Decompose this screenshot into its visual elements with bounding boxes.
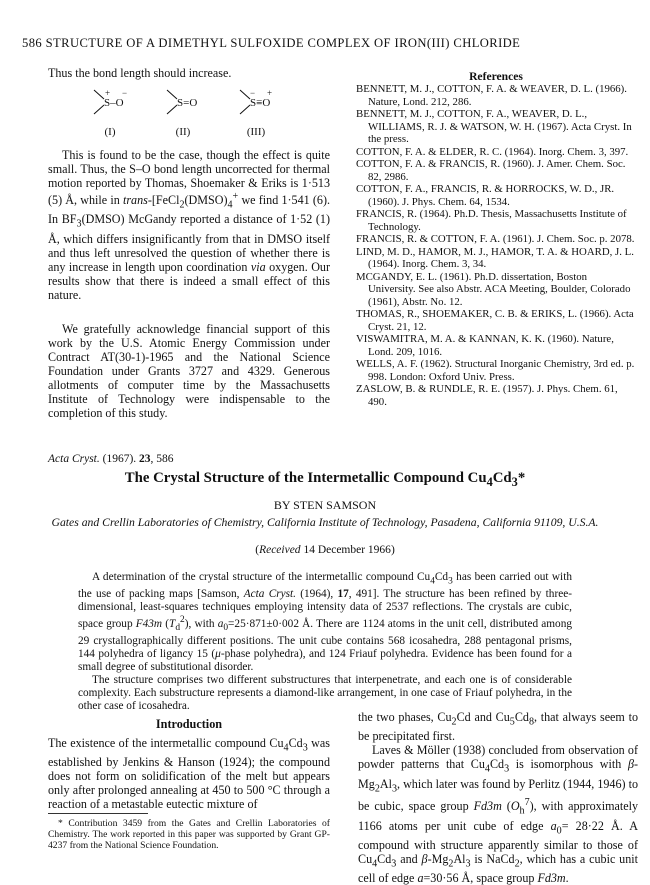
reference-item: COTTON, F. A. & FRANCIS, R. (1960). J. Amer. Chem. Soc. 82, 2986. [356, 158, 626, 183]
reference-item: COTTON, F. A., FRANCIS, R. & HORROCKS, W. D., JR. (1960). J. Phys. Chem. 64, 1534. [356, 183, 615, 208]
reference-item: ZASLOW, B. & RUNDLE, R. E. (1957). J. Phys. Chem. 61, 490. [356, 383, 618, 408]
reference-item: FRANCIS, R. & COTTON, F. A. (1961). J. Chem. Soc. p. 2078. [356, 233, 635, 245]
structure-iii-bond: S≡O [250, 97, 271, 109]
abstract [78, 571, 572, 713]
references-heading: References [469, 70, 523, 83]
article-byline: BY STEN SAMSON [273, 498, 377, 512]
abstract-paragraph-2: The structure comprises two different substructures that interpenetrate, and each one is of considerable complexity. Each substructure represents a diamond-like arrangement, in one case of Friauf polyhedra, in the other case of icosahedra. [78, 674, 572, 713]
article-title: The Crystal Structure of the Intermetallic Compound $Cu_4Cd_3*$ [124, 470, 526, 489]
reference-list [356, 83, 636, 408]
reference-item: MCGANDY, E. L. (1961). Ph.D. dissertation, Boston University. See also Abstr. ACA Meeting, Boulder, Colorado (1961), Abstr. No. 12. [356, 270, 631, 308]
structure-label-iii: (III) [246, 126, 266, 138]
reference-item: BENNETT, M. J., COTTON, F. A. & WEAVER, D. L. (1966). Nature, Lond. 212, 286. [356, 83, 627, 108]
discussion-paragraph: This is found to be the case, though the effect is quite small. Thus, the S–O bond length uncorrected for thermal motion reported by Thomas, Shoemaker & Eriks is 1·513 (5) Å, while in trans-[$FeCl_2(DMSO)_4^+$ we find 1·541 (6). In $BF_3(DMSO)$ McGandy reported a distance of 1·52 (1) Å, which differs insignificantly from that in DMSO itself and thus left unresolved the question of whether there is any increase in length upon coordination via oxygen. Our results show that there is indeed a small effect of this nature. [48, 148, 331, 302]
article-citation: Acta Cryst. (1967). 23, 586 [48, 453, 174, 465]
svg-text:−: − [250, 88, 256, 98]
structure-label-i: (I) [104, 126, 116, 138]
reference-item: WELLS, A. F. (1962). Structural Inorganic Chemistry, 3rd ed. p. 998. London: Oxford Univ. Press. [356, 358, 635, 383]
author-name: STEN SAMSON [293, 498, 377, 512]
running-header [22, 36, 632, 51]
references-section [356, 70, 636, 408]
structure-ii [167, 90, 197, 114]
reference-item: LIND, M. D., HAMOR, M. J., HAMOR, T. A. & HOARD, J. L. (1964). Inorg. Chem. 3, 34. [356, 245, 634, 270]
structure-label-ii: (II) [175, 126, 191, 138]
structure-ii-bond: S=O [177, 97, 198, 109]
running-title: STRUCTURE OF A DIMETHYL SULFOXIDE COMPLEX OF IRON(III) CHLORIDE [45, 36, 521, 50]
abstract-paragraph-1: A determination of the crystal structure of the intermetallic compound $Cu_4Cd_3$ has been carried out with the use of packing maps [Samson, Acta Cryst. (1964), 17, 491]. The structure has been refined by three-dimensional, least-squares techniques employing intensity data of 2537 reflections. The crystals are cubic, space group F43m $(T_d^2)$, with $a_0=25\cdot 871\pm 0\cdot 002$ Å. There are 1124 atoms in the unit cell, distributed among 29 crystallographically different positions. The unit cube contains 568 icosahedra, 288 pentagonal prisms, 144 polyhedra of ligancy 15 (μ-phase polyhedra), and 124 Friauf polyhedra. Evidence has been found for a small degree of substitutional disorder. [78, 571, 573, 674]
svg-text:+: + [105, 88, 111, 98]
reference-item: COTTON, F. A. & ELDER, R. C. (1964). Inorg. Chem. 3, 397. [356, 145, 629, 158]
affiliation: Gates and Crellin Laboratories of Chemistry, California Institute of Technology, Pasadena, California 91109, U.S.A. [51, 516, 599, 529]
structure-i-bond: S–O [104, 97, 124, 109]
svg-text:−: − [122, 88, 128, 98]
left-column [48, 66, 330, 80]
introduction-continued: the two phases, $Cu_2Cd$ and $Cu_5Cd_8$, that always seem to be precipitated first. Laves & Möller (1938) concluded from observation of powder patterns that $Cu_4Cd_3$ is isomorphous with $\beta-Mg_2Al_3$, which later was found by Perlitz (1944, 1946) to be cubic, space group Fd3m $(O_h^7)$, with approximately 1166 atoms per unit cube of edge $a_0= 28\cdot 22$ Å. A compound with structure apparently similar to those of $Cu_4Cd_3$ and $\beta-Mg_2Al_3$ is NaCd$_2$, which has a cubic unit cell of edge a=30·56 Å, space group Fd3m. [358, 710, 639, 885]
footnote: * Contribution 3459 from the Gates and Crellin Laboratories of Chemistry. The work reported in this paper was supported by Grant GP-4237 from the National Science Foundation. [48, 818, 330, 851]
received-date: (Received 14 December 1966) [255, 544, 395, 556]
introduction-paragraph: The existence of the intermetallic compound $Cu_4Cd_3$ was established by Jenkins & Hanson (1924); the compound does not form on solidification of the melt but appears only after prolonged annealing at 450 to 500 °C through a reaction of a metastable eutectic mixture of [48, 736, 330, 812]
acknowledgement: We gratefully acknowledge financial support of this work by the U.S. Atomic Energy Commission under Contract AT(30-1)-1965 and the National Science Foundation under Grants 3727 and 4329. Generous allotments of computer time by the Massachusetts Institute of Technology were indispensable to the completion of this study. [48, 322, 330, 420]
footnote-rule [48, 813, 148, 814]
structure-i [94, 88, 127, 114]
lead-in-text: Thus the bond length should increase. [48, 66, 232, 80]
svg-text:+: + [267, 88, 273, 98]
reference-item: THOMAS, R., SHOEMAKER, C. B. & ERIKS, L. (1966). Acta Cryst. 21, 12. [356, 308, 634, 333]
structure-iii [240, 88, 272, 114]
reference-item: VISWAMITRA, M. A. & KANNAN, K. K. (1960). Nature, Lond. 209, 1016. [356, 333, 614, 358]
introduction-heading: Introduction [155, 717, 223, 731]
page-number: 586 [22, 36, 43, 50]
reference-item: BENNETT, M. J., COTTON, F. A., WEAVER, D. L., WILLIAMS, R. J. & WATSON, W. H. (1967). Acta Cryst. In the press. [356, 108, 632, 145]
reference-item: FRANCIS, R. (1964). Ph.D. Thesis, Massachusetts Institute of Technology. [356, 208, 627, 233]
